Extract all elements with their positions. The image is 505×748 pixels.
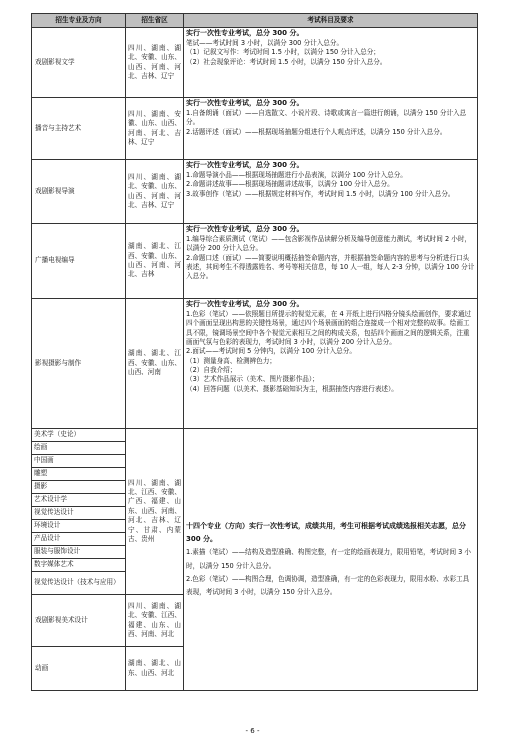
requirement-line: 2.话题评述（面试）——根据现场抽题分组进行个人观点评述，以满分 150 分计入总分。 bbox=[186, 127, 447, 136]
page-number: - 6 - bbox=[245, 727, 260, 735]
requirement-line: 2.命题口述（面试）——简要说明概括抽签命题内容，并根据抽签命题内容的思考与分析进行口头表述，其间考生不得透露姓名、考号等相关信息，每 10 人一组，每人 2-3 分钟，以满分 100 分计入总分。 bbox=[186, 253, 475, 281]
requirement-line: 笔试——考试时间 3 小时，以满分 300 分计入总分。 bbox=[186, 38, 344, 47]
requirement-line: 1.色彩（笔试）——依照题目所提示的视觉元素，在 4 开纸上进行四格分镜头绘画创作，要求通过四个画面呈现出构思的关键性场景，通过四个场景画面的组合连接成一个相对完整的故事。绘画工具不限，镜调场景空间中各个视觉元素相互之间的构成关系，包括四个画面之间的逻辑关系，注重画面气氛与色彩的表现力，考试时间 3 小时，以满分 200 分计入总分。 bbox=[186, 309, 472, 347]
provinces-cell: 四川、湖南、湖北、安徽、山东、山西、河南、河北、吉林、辽宁 bbox=[126, 28, 184, 98]
major-cell: 动画 bbox=[32, 647, 126, 691]
major-cell: 美术学（史论） bbox=[32, 429, 126, 442]
major-cell: 服装与服饰设计 bbox=[32, 546, 126, 559]
requirements-cell bbox=[184, 28, 478, 98]
major-cell: 中国画 bbox=[32, 455, 126, 468]
major-cell: 环境设计 bbox=[32, 520, 126, 533]
table-row bbox=[32, 224, 478, 299]
major-cell: 播音与主持艺术 bbox=[32, 98, 126, 160]
requirement-line: 2.命题讲述故事——根据现场抽题讲述故事，以满分 100 分计入总分。 bbox=[186, 180, 394, 189]
requirement-line: 1.素描（笔试）——结构及造型准确、构图完整，有一定的绘画表现力，限用铅笔，考试时间 3 小时，以满分 150 分计入总分。 bbox=[186, 548, 472, 570]
requirement-line: 3.故事创作（笔试）——根据规定材料写作，考试时间 1.5 小时，以满分 100 分计入总分。 bbox=[186, 189, 455, 198]
requirement-line: 1.编导综合素质测试（笔试）——包含影视作品读解分析及编导创意能力测试，考试时间 2 小时，以满分 200 分计入总分。 bbox=[186, 234, 472, 253]
requirement-line: （2）自我介绍； bbox=[186, 366, 237, 375]
requirement-title: 实行一次性专业考试，总分 300 分。 bbox=[186, 99, 304, 107]
major-cell: 广播电视编导 bbox=[32, 224, 126, 299]
requirement-title: 实行一次性专业考试，总分 300 分。 bbox=[186, 29, 304, 37]
table-row bbox=[32, 98, 478, 160]
requirement-title: 十四个专业（方向）实行一次性考试，成绩共用，考生可根据考试成绩选报相关志愿，总分 300 分。 bbox=[186, 521, 466, 544]
provinces-cell: 四川、湖南、湖北、安徽、江西、福建、山东、山西、河南、河北 bbox=[126, 595, 184, 647]
requirement-line: （1）记叙文写作：考试时间 1.5 小时，以满分 150 分计入总分； bbox=[186, 48, 380, 57]
header-requirements: 考试科目及要求 bbox=[184, 14, 478, 28]
major-cell: 戏剧影视美术设计 bbox=[32, 595, 126, 647]
header-provinces: 招生省区 bbox=[126, 14, 184, 28]
requirement-line: （3）艺术作品展示（美术、图片摄影作品）； bbox=[186, 375, 319, 384]
table-row bbox=[32, 299, 478, 429]
requirements-cell bbox=[184, 299, 478, 429]
major-cell: 数字媒体艺术 bbox=[32, 559, 126, 572]
major-cell: 摄影 bbox=[32, 481, 126, 494]
provinces-cell: 四川、湖南、湖北、江西、安徽、广西、福建、山东、山西、河南、河北、吉林、辽宁、甘肃、内蒙古、贵州 bbox=[126, 429, 184, 595]
requirement-line: 1.自备朗诵（面试）——自选散文、小说片段、诗歌或寓言一篇进行朗诵，以满分 150 分计入总分。 bbox=[186, 108, 467, 127]
requirement-line: （4）回答问题（以美术、摄影基础知识为主，根据抽签内容进行表述）。 bbox=[186, 384, 398, 393]
requirements-cell bbox=[184, 160, 478, 224]
major-cell: 艺术设计学 bbox=[32, 494, 126, 507]
major-cell: 影视摄影与制作 bbox=[32, 299, 126, 429]
table-header-row bbox=[32, 14, 478, 28]
provinces-cell: 湖南、湖北、江西、安徽、山东、山西、河南 bbox=[126, 299, 184, 429]
requirement-title: 实行一次性专业考试，总分 300 分。 bbox=[186, 225, 304, 233]
requirement-line: 1.命题导演小品——根据现场抽题进行小品表演，以满分 100 分计入总分。 bbox=[186, 170, 407, 179]
requirement-title: 实行一次性专业考试，总分 300 分。 bbox=[186, 161, 304, 169]
major-cell: 戏剧影视文学 bbox=[32, 28, 126, 98]
requirement-line: 2.面试——考试时间 5 分钟内，以满分 100 分计入总分。 bbox=[186, 347, 356, 356]
major-cell: 产品设计 bbox=[32, 533, 126, 546]
table-row bbox=[32, 160, 478, 224]
requirement-line: （1）测量身高、检测辨色力； bbox=[186, 356, 276, 365]
header-major: 招生专业及方向 bbox=[32, 14, 126, 28]
major-cell: 绘画 bbox=[32, 442, 126, 455]
requirements-cell bbox=[184, 429, 478, 691]
requirements-cell bbox=[184, 224, 478, 299]
requirement-line: （2）社会现象评论：考试时间 1.5 小时，以满分 150 分计入总分。 bbox=[186, 57, 387, 66]
requirements-cell bbox=[184, 98, 478, 160]
provinces-cell: 四川、湖南、安徽、山东、山西、河南、河北、吉林、辽宁 bbox=[126, 98, 184, 160]
table-row bbox=[32, 429, 478, 442]
major-cell: 戏剧影视导演 bbox=[32, 160, 126, 224]
provinces-cell: 湖南、湖北、山东、山西、河北 bbox=[126, 647, 184, 691]
table-row bbox=[32, 28, 478, 98]
requirement-line: 2.色彩（笔试）——构图合理，色调协调，造型准确，有一定的色彩表现力，限用水粉、水彩工具表现，考试时间 3 小时，以满分 150 分计入总分。 bbox=[186, 574, 470, 596]
requirement-title: 实行一次性专业考试，总分 300 分。 bbox=[186, 300, 304, 308]
major-cell: 雕塑 bbox=[32, 468, 126, 481]
major-cell: 视觉传达设计 bbox=[32, 507, 126, 520]
provinces-cell: 湖南、湖北、江西、安徽、山东、山西、河南、河北、吉林 bbox=[126, 224, 184, 299]
admissions-table bbox=[31, 13, 478, 691]
major-cell: 视觉传达设计（技术与应用） bbox=[32, 572, 126, 595]
provinces-cell: 四川、湖南、湖北、安徽、山东、山西、河南、河北、吉林、辽宁 bbox=[126, 160, 184, 224]
